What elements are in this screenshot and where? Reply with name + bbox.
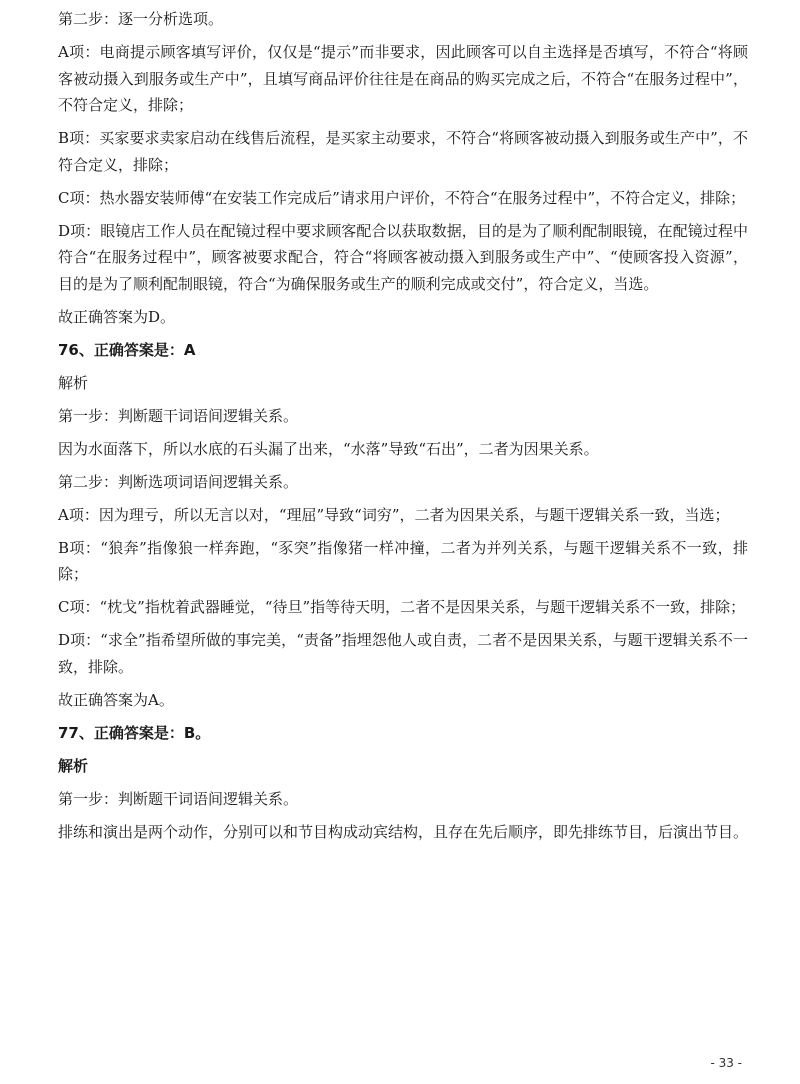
document-body <box>58 6 748 852</box>
paragraph: 第二步：判断选项词语间逻辑关系。 <box>58 472 299 491</box>
paragraph: 排练和演出是两个动作，分别可以和节目构成动宾结构，且存在先后顺序，即先排练节目，后演出节目。 <box>58 822 749 841</box>
answer-heading: 76、正确答案是：A <box>58 340 196 359</box>
paragraph: B项：“狼奔”指像狼一样奔跑，“豕突”指像猪一样冲撞，二者为并列关系，与题干逻辑关系不一致，排除； <box>58 538 748 583</box>
page-number: - 33 - <box>710 1056 742 1070</box>
paragraph: D项：“求全”指希望所做的事完美，“责备”指埋怨他人或自责，二者不是因果关系，与题干逻辑关系不一致，排除。 <box>58 631 748 676</box>
paragraph: A项：电商提示顾客填写评价，仅仅是“提示”而非要求，因此顾客可以自主选择是否填写，不符合“将顾客被动摄入到服务或生产中”，且填写商品评价往往是在商品的购买完成之后，不符合“在服务过程中”，不符合定义，排除； <box>58 43 748 114</box>
paragraph: A项：因为理亏，所以无言以对，“理屈”导致“词穷”，二者为因果关系，与题干逻辑关系一致，当选； <box>58 505 730 524</box>
paragraph: D项：眼镜店工作人员在配镜过程中要求顾客配合以获取数据，目的是为了顺利配制眼镜，在配镜过程中符合“在服务过程中”，顾客被要求配合，符合“将顾客被动摄入到服务或生产中”、“使顾客投入资源”，目的是为了顺利配制眼镜，符合“为确保服务或生产的顺利完成或交付”，符合定义，当选。 <box>58 221 748 293</box>
paragraph: 解析 <box>58 373 89 392</box>
paragraph: 故正确答案为D。 <box>58 307 176 326</box>
paragraph: B项：买家要求卖家启动在线售后流程，是买家主动要求，不符合“将顾客被动摄入到服务或生产中”，不符合定义，排除； <box>58 129 748 174</box>
analysis-heading: 解析 <box>58 756 89 775</box>
paragraph: 第二步：逐一分析选项。 <box>58 10 224 28</box>
paragraph: 第一步：判断题干词语间逻辑关系。 <box>58 406 299 425</box>
answer-heading: 77、正确答案是：B。 <box>58 723 211 742</box>
paragraph: 故正确答案为A。 <box>58 690 174 709</box>
paragraph: 因为水面落下，所以水底的石头漏了出来，“水落”导致“石出”，二者为因果关系。 <box>58 439 599 458</box>
paragraph: C项：“枕戈”指枕着武器睡觉，“待旦”指等待天明，二者不是因果关系，与题干逻辑关系不一致，排除； <box>58 598 746 616</box>
paragraph: 第一步：判断题干词语间逻辑关系。 <box>58 789 299 808</box>
paragraph: C项：热水器安装师傅“在安装工作完成后”请求用户评价，不符合“在服务过程中”，不符合定义，排除； <box>58 188 746 207</box>
